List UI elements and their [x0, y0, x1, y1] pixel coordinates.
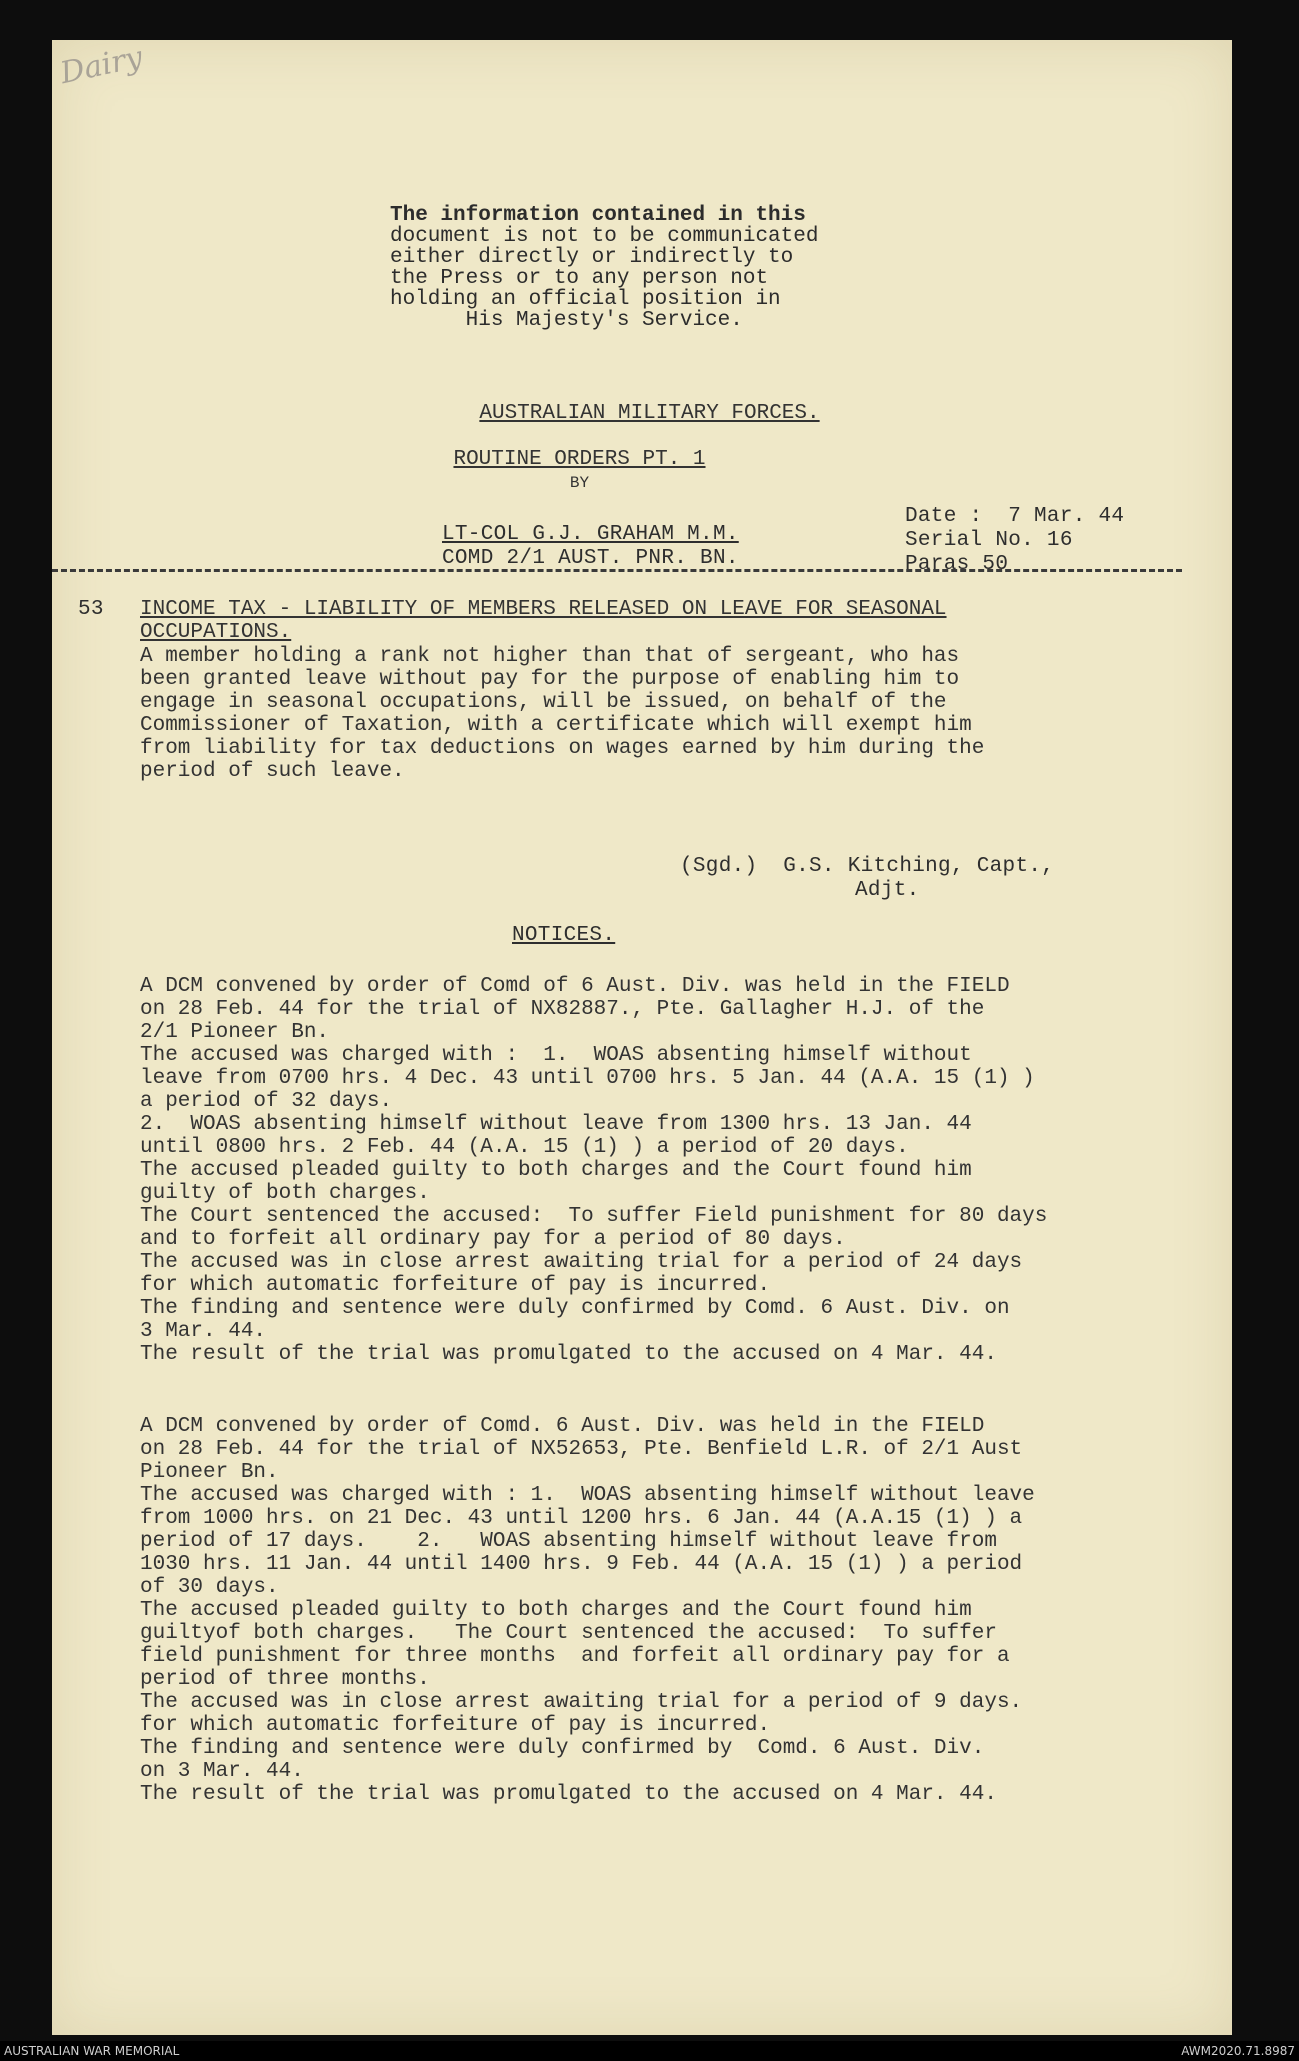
security-notice-line: His Majesty's Service. [390, 309, 743, 332]
notice-line: 1030 hrs. 11 Jan. 44 until 1400 hrs. 9 Feb. 44 (A.A. 15 (1) ) a period [140, 1553, 1023, 1576]
notice-line: on 28 Feb. 44 for the trial of NX52653, Pte. Benfield L.R. of 2/1 Aust [140, 1438, 1023, 1461]
security-notice-line: holding an official position in [390, 288, 781, 311]
archive-footer [0, 2041, 1299, 2061]
footer-right: AWM2020.71.8987 [1181, 2044, 1295, 2058]
notice-line: leave from 0700 hrs. 4 Dec. 43 until 0700 hrs. 5 Jan. 44 (A.A. 15 (1) ) [140, 1067, 1035, 1090]
notice-line: 2. WOAS absenting himself without leave from 1300 hrs. 13 Jan. 44 [140, 1113, 972, 1136]
para-body-line: engage in seasonal occupations, will be issued, on behalf of the [140, 691, 947, 714]
notice-line: The accused pleaded guilty to both charges and the Court found him [140, 1159, 972, 1182]
signature-line: (Sgd.) G.S. Kitching, Capt., [680, 855, 1055, 878]
notice-2 [140, 1415, 1170, 1806]
notice-line: The accused was in close arrest awaiting trial for a period of 9 days. [140, 1691, 1023, 1714]
para-body [140, 645, 1170, 783]
notice-line: period of three months. [140, 1668, 430, 1691]
notice-line: A DCM convened by order of Comd of 6 Aust. Div. was held in the FIELD [140, 975, 1010, 998]
notice-line: field punishment for three months and forfeit all ordinary pay for a [140, 1645, 1010, 1668]
notice-line: until 0800 hrs. 2 Feb. 44 (A.A. 15 (1) ) a period of 20 days. [140, 1136, 909, 1159]
para-body-line: from liability for tax deductions on wages earned by him during the [140, 737, 985, 760]
notice-line: The accused was charged with : 1. WOAS absenting himself without [140, 1044, 972, 1067]
notice-line: The finding and sentence were duly confirmed by Comd. 6 Aust. Div. [140, 1737, 985, 1760]
para-heading-line: OCCUPATIONS. [140, 621, 292, 644]
notice-line: The result of the trial was promulgated to the accused on 4 Mar. 44. [140, 1343, 997, 1366]
pencil-annotation: Dairy [57, 39, 146, 92]
notice-1 [140, 975, 1170, 1366]
para-body-line: A member holding a rank not higher than that of sergeant, who has [140, 645, 960, 668]
para-body-line: Commissioner of Taxation, with a certificate which will exempt him [140, 714, 972, 737]
notice-line: The finding and sentence were duly confirmed by Comd. 6 Aust. Div. on [140, 1297, 1010, 1320]
notice-line: on 3 Mar. 44. [140, 1760, 304, 1783]
security-notice-line: either directly or indirectly to [390, 246, 794, 269]
org-heading: AUSTRALIAN MILITARY FORCES. [479, 402, 820, 425]
notice-line: The accused was charged with : 1. WOAS absenting himself without leave [140, 1484, 1035, 1507]
order-date: Date : 7 Mar. 44 [905, 505, 1125, 528]
notice-line: The accused was in close arrest awaiting trial for a period of 24 days [140, 1251, 1023, 1274]
signatory-role: COMD 2/1 AUST. PNR. BN. [442, 547, 739, 570]
notice-line: A DCM convened by order of Comd. 6 Aust. Div. was held in the FIELD [140, 1415, 985, 1438]
notice-line: a period of 32 days. [140, 1090, 393, 1113]
notice-line: The accused pleaded guilty to both charges and the Court found him [140, 1599, 972, 1622]
footer-left: AUSTRALIAN WAR MEMORIAL [4, 2044, 180, 2058]
notice-line: The result of the trial was promulgated to the accused on 4 Mar. 44. [140, 1783, 997, 1806]
signatory-name: LT-COL G.J. GRAHAM M.M. [442, 523, 739, 546]
para-body-line: period of such leave. [140, 760, 405, 783]
security-notice-line: The information contained in this [390, 204, 806, 227]
notice-line: on 28 Feb. 44 for the trial of NX82887., Pte. Gallagher H.J. of the [140, 998, 985, 1021]
paras-number: Paras 50 [905, 553, 1009, 576]
serial-number: Serial No. 16 [905, 529, 1073, 552]
security-notice [390, 205, 818, 331]
notice-line: guiltyof both charges. The Court sentenced the accused: To suffer [140, 1622, 997, 1645]
para-body-line: been granted leave without pay for the purpose of enabling him to [140, 668, 960, 691]
notice-line: from 1000 hrs. on 21 Dec. 43 until 1200 hrs. 6 Jan. 44 (A.A.15 (1) ) a [140, 1507, 1023, 1530]
notice-line: and to forfeit all ordinary pay for a period of 80 days. [140, 1228, 846, 1251]
notice-line: period of 17 days. 2. WOAS absenting himself without leave from [140, 1530, 997, 1553]
signature-title: Adjt. [855, 879, 920, 902]
notice-line: for which automatic forfeiture of pay is incurred. [140, 1714, 771, 1737]
notices-heading: NOTICES. [512, 924, 616, 947]
dashed-divider [52, 569, 1182, 572]
notice-line: 2/1 Pioneer Bn. [140, 1021, 330, 1044]
by-label: BY [569, 474, 590, 492]
notice-line: guilty of both charges. [140, 1182, 430, 1205]
para-heading-line: INCOME TAX - LIABILITY OF MEMBERS RELEASED ON LEAVE FOR SEASONAL [140, 598, 947, 621]
para-number: 53 [78, 598, 104, 621]
orders-title: ROUTINE ORDERS PT. 1 [453, 448, 706, 471]
para-heading [140, 598, 1170, 644]
notice-line: 3 Mar. 44. [140, 1320, 267, 1343]
notice-line: The Court sentenced the accused: To suffer Field punishment for 80 days [140, 1205, 1048, 1228]
security-notice-line: document is not to be communicated [390, 225, 819, 248]
notice-line: Pioneer Bn. [140, 1461, 279, 1484]
notice-line: for which automatic forfeiture of pay is incurred. [140, 1274, 771, 1297]
security-notice-line: the Press or to any person not [390, 267, 769, 290]
notice-line: of 30 days. [140, 1576, 279, 1599]
